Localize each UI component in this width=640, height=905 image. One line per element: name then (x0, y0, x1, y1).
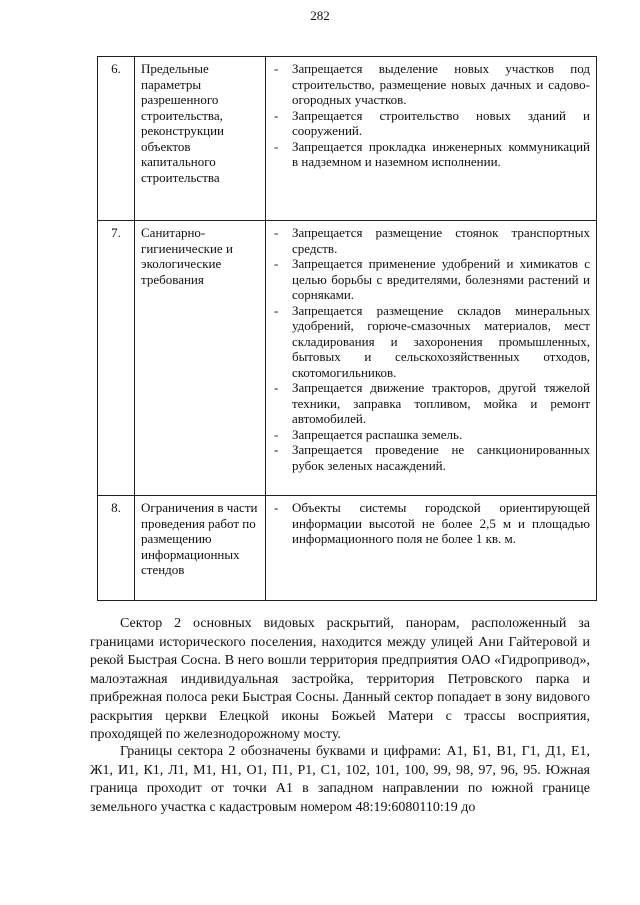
row-content (266, 57, 597, 221)
requirements-list (272, 500, 590, 547)
requirements-list (272, 225, 590, 473)
list-item: - Запрещается применение удобрений и химикатов с целью борьбы с вредителями, болезнями растений и сорняками. (272, 256, 590, 303)
table-row (98, 496, 597, 601)
row-content (266, 221, 597, 496)
list-item: - Объекты системы городской ориентирующей информации высотой не более 2,5 м и площадью информационного поля не более 1 кв. м. (272, 500, 590, 547)
body-paragraph: Границы сектора 2 обозначены буквами и цифрами: А1, Б1, В1, Г1, Д1, Е1, Ж1, И1, К1, Л1, М1, Н1, О1, П1, Р1, С1, 102, 101, 100, 99, 98, 97, 96, 95. Южная граница проходит от точки А1 в западном направлении по южной границе земельного участка с кадастровым номером 48:19:6080110:19 до (90, 744, 590, 815)
list-item: - Запрещается проведение не санкционированных рубок зеленых насаждений. (272, 442, 590, 473)
list-item: - Запрещается прокладка инженерных коммуникаций в надземном и наземном исполнении. (272, 139, 590, 170)
row-label: Предельные параметры разрешенного строительства, реконструкции объектов капитального строительства (135, 57, 266, 221)
list-item: - Запрещается распашка земель. (272, 427, 590, 443)
table-row (98, 57, 597, 221)
row-label: Санитарно-гигиенические и экологические требования (135, 221, 266, 496)
row-label: Ограничения в части проведения работ по размещению информационных стендов (135, 496, 266, 601)
requirements-list (272, 61, 590, 170)
restrictions-table (97, 56, 597, 601)
list-item: - Запрещается выделение новых участков под строительство, размещение новых дачных и садово-огородных участков. (272, 61, 590, 108)
list-item: - Запрещается размещение стоянок транспортных средств. (272, 225, 590, 256)
row-content (266, 496, 597, 601)
list-item: - Запрещается строительство новых зданий и сооружений. (272, 108, 590, 139)
body-paragraph: Сектор 2 основных видовых раскрытий, панорам, расположенный за границами исторического поселения, находится между улицей Ани Гайтеровой и рекой Быстрая Сосна. В него вошли территория предприятия ОАО «Гидропривод», малоэтажная индивидуальная застройка, территория Петровского парка и прибрежная полоса реки Быстрая Сосны. Данный сектор попадает в зону видового раскрытия церкви Елецкой иконы Божьей Матери с трассы восприятия, проходящей по железнодорожному мосту. (90, 616, 590, 742)
list-item: - Запрещается размещение складов минеральных удобрений, горюче-смазочных материалов, мест складирования и захоронения промышленных, бытовых и сельскохозяйственных отходов, скотомогильников. (272, 303, 590, 381)
page-number: 282 (310, 8, 330, 23)
table-row (98, 221, 597, 496)
row-number: 7. (98, 221, 135, 496)
list-item: - Запрещается движение тракторов, другой тяжелой техники, заправка топливом, мойка и ремонт автомобилей. (272, 380, 590, 427)
row-number: 6. (98, 57, 135, 221)
row-number: 8. (98, 496, 135, 601)
